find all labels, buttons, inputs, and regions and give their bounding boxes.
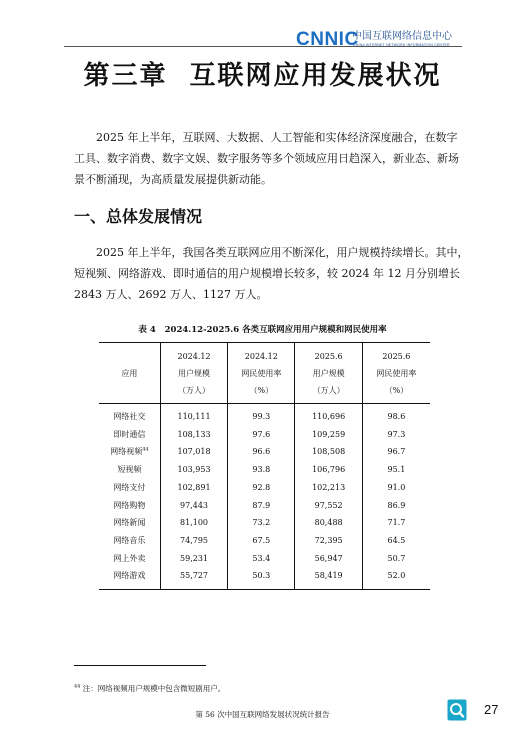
cell-app bbox=[99, 443, 160, 461]
intro-line: 景不断涌现，为高质量发展提供新动能。 bbox=[74, 173, 272, 186]
cell-users-2025: 102,213 bbox=[295, 479, 362, 497]
page-number: 27 bbox=[484, 702, 499, 717]
cell-rate-2025: 98.6 bbox=[362, 404, 430, 426]
logo-wordmark: CNNIC bbox=[296, 29, 359, 50]
col-header-users-2025: 2025.6 用户规模 （万人） bbox=[295, 343, 362, 404]
col-header-users-2024: 2024.12 用户规模 （万人） bbox=[160, 343, 227, 404]
cell-rate-2025: 52.0 bbox=[362, 567, 430, 589]
cell-rate-2025: 64.5 bbox=[362, 532, 430, 550]
chapter-title: 第三章 互联网应用发展状况 bbox=[83, 61, 442, 91]
table-row bbox=[99, 404, 430, 426]
cell-app: 网络音乐 bbox=[113, 535, 146, 545]
footnote-rule bbox=[74, 665, 206, 666]
section-paragraph bbox=[74, 242, 469, 305]
table-row bbox=[99, 479, 430, 497]
cell-users-2025: 80,488 bbox=[295, 514, 362, 532]
cnnic-logo bbox=[296, 30, 466, 52]
cell-users-2025: 97,552 bbox=[295, 497, 362, 515]
table-row bbox=[99, 532, 430, 550]
cell-users-2024: 108,133 bbox=[160, 426, 227, 444]
cell-app: 网络游戏 bbox=[99, 567, 160, 589]
cell-rate-2024: 92.8 bbox=[228, 479, 295, 497]
table-row bbox=[99, 461, 430, 479]
table-row bbox=[99, 426, 430, 444]
cell-app: 网上外卖 bbox=[113, 553, 146, 563]
cell-users-2024: 55,727 bbox=[160, 567, 227, 589]
table-row bbox=[99, 567, 430, 589]
magnifier-icon bbox=[447, 699, 467, 721]
cell-users-2025: 106,796 bbox=[295, 461, 362, 479]
app-usage-table bbox=[99, 342, 430, 590]
cell-users-2024: 103,953 bbox=[160, 461, 227, 479]
footnote-text: 注：网络视频用户规模中包含微短剧用户。 bbox=[80, 684, 226, 693]
cell-users-2025: 58,419 bbox=[295, 567, 362, 589]
cell-rate-2024: 67.5 bbox=[228, 532, 295, 550]
cell-users-2025: 110,696 bbox=[295, 404, 362, 426]
cell-app: 网络新闻 bbox=[113, 518, 146, 528]
cell-users-2024: 74,795 bbox=[160, 532, 227, 550]
footnote bbox=[74, 684, 225, 694]
cell-rate-2025: 50.7 bbox=[362, 550, 430, 568]
table-row bbox=[99, 514, 430, 532]
section-line: 2025 年上半年，我国各类互联网应用不断深化，用户规模持续增长。其中， bbox=[96, 246, 469, 259]
col-header-app: 应用 bbox=[99, 343, 160, 404]
cell-rate-2025: 91.0 bbox=[362, 479, 430, 497]
cell-rate-2025: 96.7 bbox=[362, 443, 430, 461]
intro-line: 工具、数字消费、数字文娱、数字服务等多个领域应用日趋深入，新业态、新场 bbox=[74, 152, 459, 165]
cell-rate-2024: 99.3 bbox=[228, 404, 295, 426]
table-caption: 表 4 2024.12-2025.6 各类互联网应用用户规模和网民使用率 bbox=[138, 325, 387, 335]
org-name-en: CHINA INTERNET NETWORK INFORMATION CENTER bbox=[353, 43, 450, 47]
cell-rate-2024: 50.3 bbox=[228, 567, 295, 589]
intro-line: 2025 年上半年，互联网、大数据、人工智能和实体经济深度融合，在数字 bbox=[96, 131, 458, 144]
section-title: 一、总体发展情况 bbox=[74, 207, 203, 226]
cell-rate-2024: 73.2 bbox=[228, 514, 295, 532]
cell-users-2025: 108,508 bbox=[295, 443, 362, 461]
cell-app: 网络支付 bbox=[113, 482, 146, 492]
cell-users-2025: 56,947 bbox=[295, 550, 362, 568]
cell-users-2025: 109,259 bbox=[295, 426, 362, 444]
section-line: 2843 万人、2692 万人、1127 万人。 bbox=[74, 288, 268, 301]
cell-app: 即时通信 bbox=[113, 429, 146, 439]
cell-rate-2025: 95.1 bbox=[362, 461, 430, 479]
table-row bbox=[99, 550, 430, 568]
cell-rate-2025: 97.3 bbox=[362, 426, 430, 444]
cell-rate-2024: 93.8 bbox=[228, 461, 295, 479]
footnote-ref: 44 bbox=[142, 446, 149, 453]
col-header-rate-2025: 2025.6 网民使用率 （%） bbox=[362, 343, 430, 404]
cell-rate-2024: 96.6 bbox=[228, 443, 295, 461]
cell-users-2024: 59,231 bbox=[160, 550, 227, 568]
cell-users-2024: 81,100 bbox=[160, 514, 227, 532]
header-rule bbox=[64, 46, 462, 47]
section-line: 短视频、网络游戏、即时通信的用户规模增长较多，较 2024 年 12 月分别增长 bbox=[74, 267, 460, 280]
col-header-rate-2024: 2024.12 网民使用率 （%） bbox=[228, 343, 295, 404]
cell-users-2025: 72,395 bbox=[295, 532, 362, 550]
org-name-cn: 中国互联网络信息中心 bbox=[352, 31, 452, 42]
table-row bbox=[99, 443, 430, 461]
footnote-marker: 44 bbox=[74, 683, 81, 690]
cell-rate-2024: 53.4 bbox=[228, 550, 295, 568]
cell-users-2024: 97,443 bbox=[160, 497, 227, 515]
cell-rate-2025: 86.9 bbox=[362, 497, 430, 515]
intro-paragraph bbox=[74, 127, 462, 190]
table-row bbox=[99, 497, 430, 515]
cell-app-label: 网络视频 bbox=[110, 447, 143, 457]
cell-rate-2025: 71.7 bbox=[362, 514, 430, 532]
cell-users-2024: 102,891 bbox=[160, 479, 227, 497]
cell-rate-2024: 87.9 bbox=[228, 497, 295, 515]
cell-users-2024: 107,018 bbox=[160, 443, 227, 461]
footer-report-title: 第 56 次中国互联网络发展状况统计报告 bbox=[195, 710, 330, 719]
cell-app: 网络社交 bbox=[113, 412, 146, 421]
table-header-row bbox=[99, 343, 430, 404]
cell-users-2024: 110,111 bbox=[160, 404, 227, 426]
cell-app: 短视频 bbox=[117, 465, 142, 475]
cell-rate-2024: 97.6 bbox=[228, 426, 295, 444]
cell-app: 网络购物 bbox=[113, 500, 146, 510]
